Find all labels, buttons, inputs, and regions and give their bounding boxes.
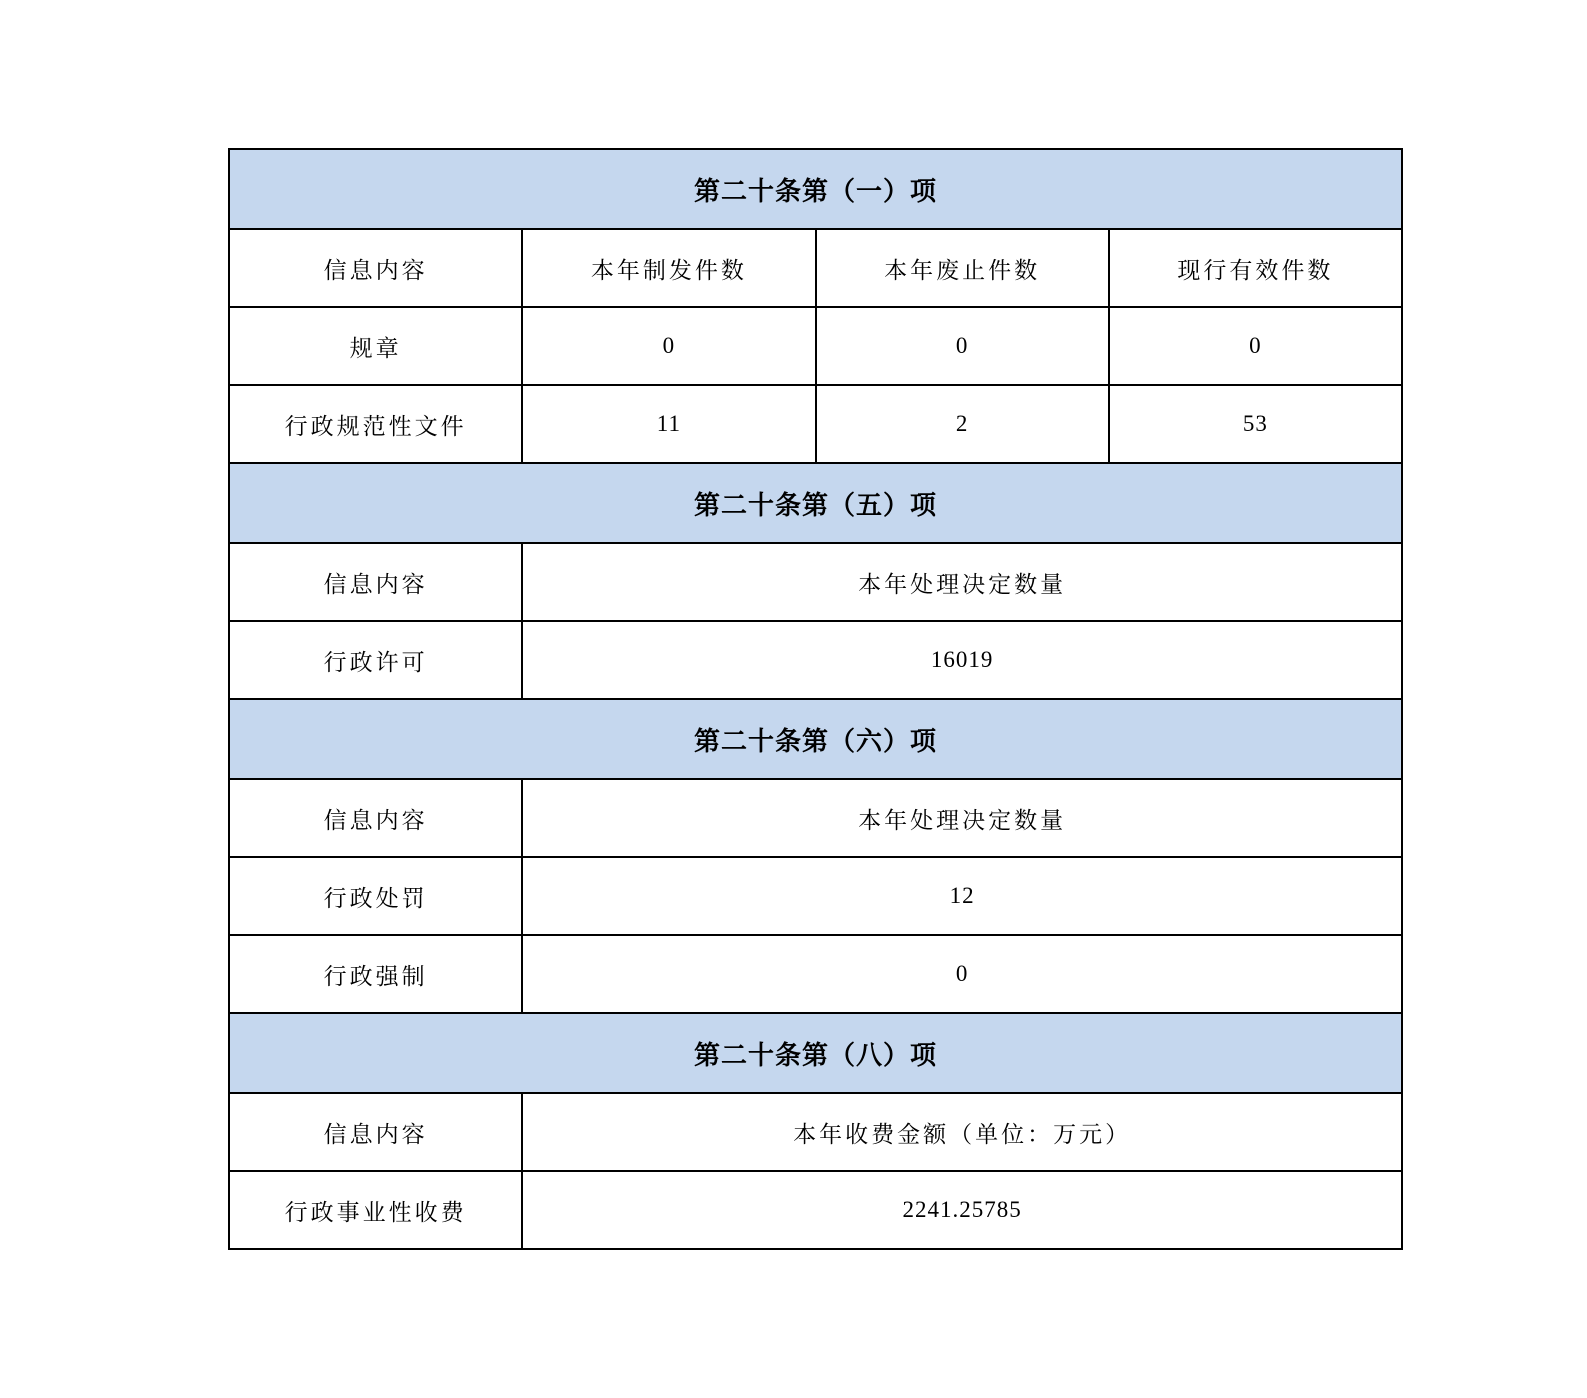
section-3-data-row-0	[229, 857, 1402, 935]
section-4-data-row-0	[229, 1171, 1402, 1249]
row-value: 0	[522, 307, 815, 385]
section-3-col-header-1: 本年处理决定数量	[522, 779, 1402, 857]
row-label: 规章	[229, 307, 522, 385]
row-value: 11	[522, 385, 815, 463]
section-1-title: 第二十条第（一）项	[229, 149, 1402, 229]
section-2-col-header-0: 信息内容	[229, 543, 522, 621]
section-4-title: 第二十条第（八）项	[229, 1013, 1402, 1093]
row-value: 0	[522, 935, 1402, 1013]
row-label: 行政强制	[229, 935, 522, 1013]
section-4-col-header-0: 信息内容	[229, 1093, 522, 1171]
section-2-title: 第二十条第（五）项	[229, 463, 1402, 543]
section-4-col-header-1: 本年收费金额（单位：万元）	[522, 1093, 1402, 1171]
row-label: 行政许可	[229, 621, 522, 699]
row-label: 行政处罚	[229, 857, 522, 935]
row-value: 2241.25785	[522, 1171, 1402, 1249]
row-value: 0	[816, 307, 1109, 385]
section-1-header-row	[229, 229, 1402, 307]
row-value: 16019	[522, 621, 1402, 699]
section-1-col-header-0: 信息内容	[229, 229, 522, 307]
row-value: 0	[1109, 307, 1402, 385]
section-3-header-row	[229, 779, 1402, 857]
row-value: 2	[816, 385, 1109, 463]
section-4-header-row	[229, 1093, 1402, 1171]
section-2-header-row	[229, 543, 1402, 621]
disclosure-report-table	[228, 148, 1403, 1250]
section-1-col-header-1: 本年制发件数	[522, 229, 815, 307]
row-value: 12	[522, 857, 1402, 935]
row-label: 行政事业性收费	[229, 1171, 522, 1249]
section-2-data-row-0	[229, 621, 1402, 699]
section-4-title-row	[229, 1013, 1402, 1093]
section-3-col-header-0: 信息内容	[229, 779, 522, 857]
section-1-data-row-1	[229, 385, 1402, 463]
section-3-title: 第二十条第（六）项	[229, 699, 1402, 779]
section-1-col-header-2: 本年废止件数	[816, 229, 1109, 307]
section-3-title-row	[229, 699, 1402, 779]
section-1-title-row	[229, 149, 1402, 229]
section-1-data-row-0	[229, 307, 1402, 385]
section-1-col-header-3: 现行有效件数	[1109, 229, 1402, 307]
section-2-title-row	[229, 463, 1402, 543]
section-2-col-header-1: 本年处理决定数量	[522, 543, 1402, 621]
row-label: 行政规范性文件	[229, 385, 522, 463]
section-3-data-row-1	[229, 935, 1402, 1013]
row-value: 53	[1109, 385, 1402, 463]
